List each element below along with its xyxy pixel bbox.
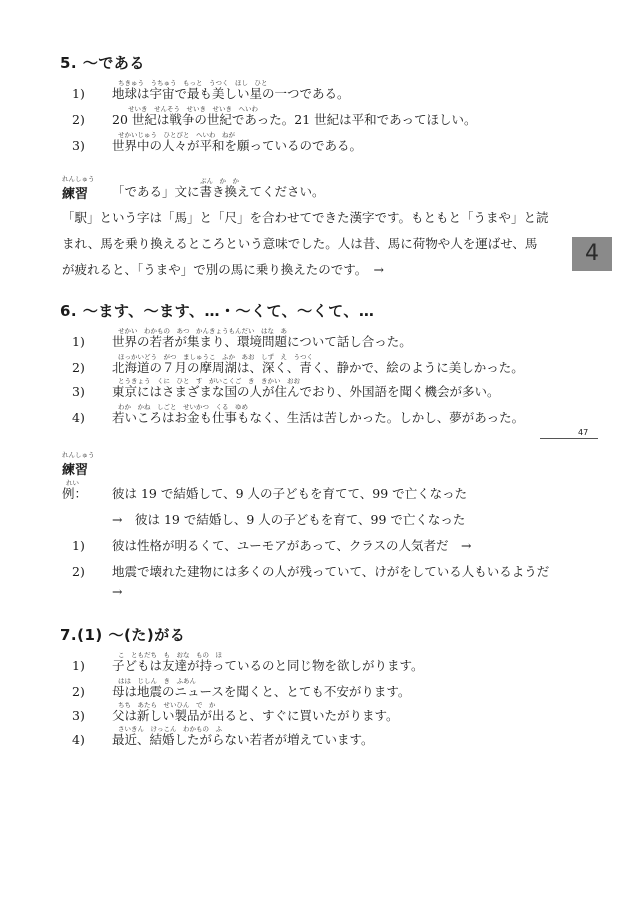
s6-exercise-label: 練習: [62, 463, 89, 478]
item-text: 最近、結婚したがらない若者が増えています。: [112, 732, 374, 747]
s5-item-2: [72, 112, 477, 128]
chapter-tab: 4: [572, 237, 612, 271]
item-number: 1): [72, 538, 85, 553]
item-number: 3): [72, 138, 85, 153]
s5-exercise-label-ruby: れんしゅう: [62, 175, 95, 183]
s7-item-1: [72, 658, 424, 674]
s6-exercise-label-ruby: れんしゅう: [62, 451, 95, 459]
s7-item4-ruby: さいきん けっこん わかもの ふ: [118, 725, 222, 733]
s6-item2-ruby: ほっかいどう がつ ましゅうこ ふか あお しず え うつく: [118, 353, 313, 361]
s7-item-4: [72, 732, 374, 748]
example-text: 彼は 19 で結婚して、9 人の子どもを育てて、99 で亡くなった: [112, 486, 468, 501]
s6-item1-ruby: せかい わかもの あつ かんきょうもんだい はな あ: [118, 327, 287, 335]
s5-exercise-line-3: が疲れると、「うまや」で別の馬に乗り換えたのです。 →: [62, 262, 384, 277]
s6-item-4: [72, 410, 524, 426]
item-text: 子どもは友達が持っているのと同じ物を欲しがります。: [112, 658, 424, 673]
item-text: 世界中の人々が平和を願っているのである。: [112, 138, 363, 153]
item-number: 4): [72, 410, 85, 425]
s6-item-2: [72, 360, 524, 376]
s6-item4-ruby: わか かね しごと せいかつ くる ゆめ: [118, 403, 248, 411]
s5-exercise-label: 練習: [62, 187, 89, 202]
section-5-title: 5. ～である: [60, 54, 145, 72]
s5-item3-ruby: せかいじゅう ひとびと へいわ ねが: [118, 131, 235, 139]
s5-item1-ruby: ちきゅう うちゅう もっと うつく ほし ひと: [118, 79, 268, 87]
s5-item-3: [72, 138, 362, 154]
s6-exercise-item-1: [72, 538, 471, 554]
item-number: 2): [72, 684, 85, 699]
item-text: 彼は性格が明るくて、ユーモアがあって、クラスの人気者だ →: [112, 538, 472, 553]
item-text: 地震で壊れた建物には多くの人が残っていて、けがをしている人もいるようだ: [112, 564, 550, 579]
item-number: 1): [72, 658, 85, 673]
section-6-title: 6. ～ます、～ます、…・～くて、～くて、…: [60, 302, 375, 320]
s7-item1-ruby: こ ともだち も おな もの ほ: [118, 651, 222, 659]
s5-exercise-instruction-ruby: ぶん か か: [200, 177, 239, 185]
item-number: 2): [72, 564, 85, 579]
item-number: 2): [72, 112, 85, 127]
s5-item-1: [72, 86, 350, 102]
item-number: 3): [72, 384, 85, 399]
item-text: 東京にはさまざまな国の人が住んでおり、外国語を聞く機会が多い。: [112, 384, 500, 399]
s6-example-answer: → 彼は 19 で結婚し、9 人の子どもを育て、99 で亡くなった: [112, 512, 466, 527]
section-7-title: 7.(1) ～(た)がる: [60, 626, 186, 644]
s6-item3-ruby: とうきょう くに ひと す がいこくご き きかい おお: [118, 377, 300, 385]
s6-example: [62, 486, 467, 502]
item-text: 父は新しい製品が出ると、すぐに買いたがります。: [112, 708, 399, 723]
s6-item-3: [72, 384, 500, 400]
item-number: 1): [72, 86, 85, 101]
page-number: 47: [578, 428, 589, 437]
example-label: 例：: [62, 486, 88, 501]
item-number: 3): [72, 708, 85, 723]
item-text: 世界の若者が集まり、環境問題について話し合った。: [112, 334, 412, 349]
item-text: 母は地震のニュースを聞くと、とても不安がります。: [112, 684, 411, 699]
s7-item-2: [72, 684, 410, 700]
item-text: 地球は宇宙で最も美しい星の一つである。: [112, 86, 350, 101]
s7-item-3: [72, 708, 399, 724]
s5-exercise-line-2: まれ、馬を乗り換えるところという意味でした。人は昔、馬に荷物や人を運ばせ、馬: [62, 236, 538, 251]
s7-item2-ruby: はは じしん き ふあん: [118, 677, 196, 685]
item-text: 若いころはお金も仕事もなく、生活は苦しかった。しかし、夢があった。: [112, 410, 525, 425]
s7-item3-ruby: ちち あたら せいひん で か: [118, 701, 216, 709]
s5-exercise-line-1: 「駅」という字は「馬」と「尺」を合わせてできた漢字です。もともと「うまや」と読: [62, 210, 549, 225]
s6-item-1: [72, 334, 412, 350]
s5-item2-ruby: せいき せんそう せいき せいき へいわ: [128, 105, 258, 113]
item-number: 2): [72, 360, 85, 375]
item-number: 1): [72, 334, 85, 349]
s5-exercise-instruction: 「である」文に書き換えてください。: [112, 184, 325, 199]
item-number: 4): [72, 732, 85, 747]
page-number-rule: [540, 438, 598, 439]
s6-exercise-item-2-arrow: →: [112, 584, 123, 599]
item-text: 北海道の７月の摩周湖は、深く、青く、静かで、絵のように美しかった。: [112, 360, 524, 375]
item-text: 20 世紀は戦争の世紀であった。21 世紀は平和であってほしい。: [112, 112, 477, 127]
s6-exercise-item-2: [72, 564, 549, 580]
s6-example-ruby: れい: [66, 479, 79, 487]
